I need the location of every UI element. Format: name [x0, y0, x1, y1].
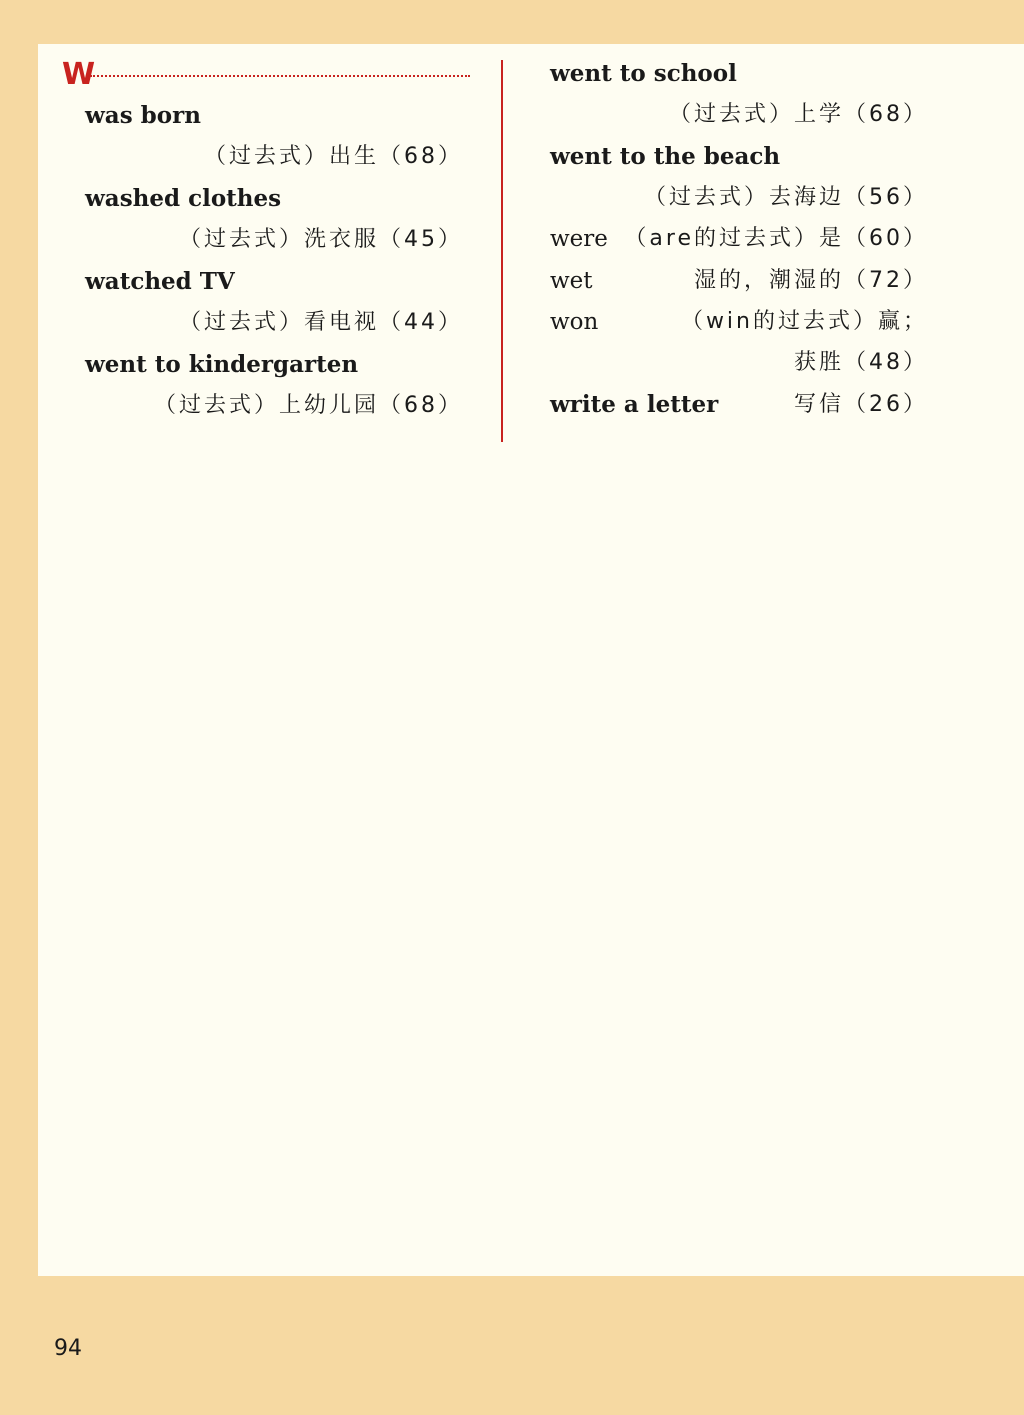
entry-word: went to the beach — [550, 143, 781, 170]
entry-word: washed clothes — [85, 185, 282, 212]
entry-word: went to kindergarten — [85, 351, 359, 378]
entry-word: watched TV — [85, 268, 235, 295]
entry-gloss: 写信（26） — [794, 392, 928, 417]
entry-gloss: （过去式）上幼儿园（68） — [154, 393, 463, 418]
entry-gloss: （过去式）看电视（44） — [179, 310, 463, 335]
entry-gloss: 湿的，潮湿的（72） — [694, 268, 928, 293]
section-dotted-rule — [90, 75, 470, 77]
section-letter: W — [62, 57, 96, 92]
entry-gloss-continued: 获胜（48） — [794, 350, 928, 375]
entry-word: won — [550, 309, 599, 335]
entry-word: write a letter — [550, 391, 719, 418]
entry-word: went to school — [550, 60, 737, 87]
page-number: 94 — [54, 1336, 82, 1361]
entry-gloss: （are的过去式）是（60） — [624, 226, 928, 251]
dictionary-page — [38, 44, 1024, 1276]
entry-word: was born — [85, 102, 201, 129]
entry-word: were — [550, 226, 608, 252]
entry-word: wet — [550, 268, 593, 294]
entry-gloss: （过去式）去海边（56） — [644, 185, 928, 210]
entry-gloss: （过去式）出生（68） — [204, 144, 463, 169]
column-divider — [501, 60, 503, 442]
entry-gloss: （过去式）洗衣服（45） — [179, 227, 463, 252]
entry-gloss: （过去式）上学（68） — [669, 102, 928, 127]
entry-gloss: （win的过去式）赢； — [680, 309, 928, 334]
